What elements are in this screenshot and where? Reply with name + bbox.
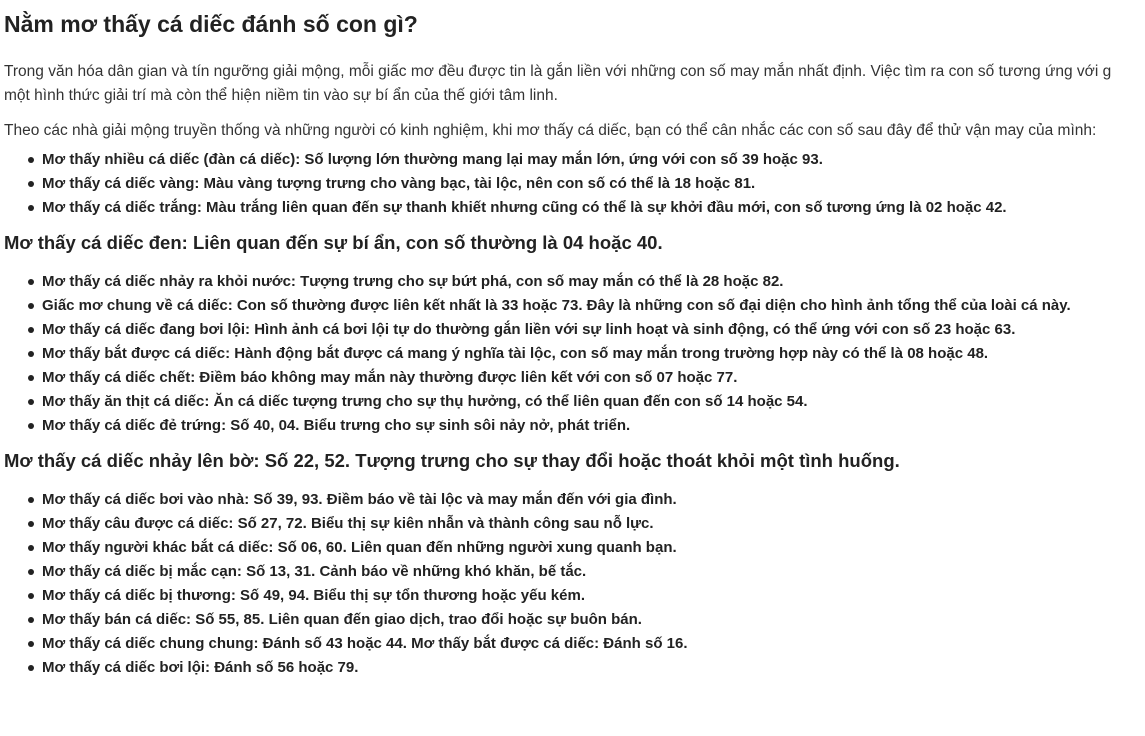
intro-line-2: một hình thức giải trí mà còn thể hiện niềm tin vào sự bí ẩn của thế giới tâm linh. bbox=[4, 87, 558, 104]
list-item: Mơ thấy cá diếc chung chung: Đánh số 43 hoặc 44. Mơ thấy bắt được cá diếc: Đánh số 16. bbox=[42, 632, 1145, 656]
intro-line-1: Trong văn hóa dân gian và tín ngưỡng giải mộng, mỗi giấc mơ đều được tin là gắn liền với những con số may mắn nhất định. Việc tìm ra con số tương ứng với g bbox=[4, 63, 1112, 80]
section-heading-jump-ashore: Mơ thấy cá diếc nhảy lên bờ: Số 22, 52. Tượng trưng cho sự thay đổi hoặc thoát khỏi một tình huống. bbox=[4, 450, 900, 471]
list-item: Mơ thấy cá diếc bị thương: Số 49, 94. Biểu thị sự tổn thương hoặc yếu kém. bbox=[42, 584, 1145, 608]
list-item: Mơ thấy cá diếc vàng: Màu vàng tượng trưng cho vàng bạc, tài lộc, nên con số có thể là 18 hoặc 81. bbox=[42, 172, 1145, 196]
list-item: Mơ thấy cá diếc đẻ trứng: Số 40, 04. Biểu trưng cho sự sinh sôi nảy nở, phát triển. bbox=[42, 414, 1145, 438]
list-item: Mơ thấy cá diếc chết: Điềm báo không may mắn này thường được liên kết với con số 07 hoặc 77. bbox=[42, 366, 1145, 390]
list-item: Mơ thấy cá diếc đang bơi lội: Hình ảnh cá bơi lội tự do thường gắn liền với sự linh hoạt và sinh động, có thể ứng với con số 23 hoặc 63. bbox=[42, 318, 1145, 342]
section-heading-black-fish: Mơ thấy cá diếc đen: Liên quan đến sự bí ẩn, con số thường là 04 hoặc 40. bbox=[4, 232, 663, 253]
list-item: Mơ thấy bắt được cá diếc: Hành động bắt được cá mang ý nghĩa tài lộc, con số may mắn trong trường hợp này có thể là 08 hoặc 48. bbox=[42, 342, 1145, 366]
list-item: Giấc mơ chung về cá diếc: Con số thường được liên kết nhất là 33 hoặc 73. Đây là những con số đại diện cho hình ảnh tổng thể của loài cá này. bbox=[42, 294, 1145, 318]
list-item: Mơ thấy ăn thịt cá diếc: Ăn cá diếc tượng trưng cho sự thụ hưởng, có thể liên quan đến con số 14 hoặc 54. bbox=[42, 390, 1145, 414]
article bbox=[4, 0, 1145, 680]
dream-list-1 bbox=[4, 148, 1145, 220]
list-item: Mơ thấy cá diếc trắng: Màu trắng liên quan đến sự thanh khiết nhưng cũng có thể là sự khởi đầu mới, con số tương ứng là 02 hoặc 42. bbox=[42, 196, 1145, 220]
list-item: Mơ thấy cá diếc bơi lội: Đánh số 56 hoặc 79. bbox=[42, 656, 1145, 680]
lead-paragraph: Theo các nhà giải mộng truyền thống và những người có kinh nghiệm, khi mơ thấy cá diếc, bạn có thể cân nhắc các con số sau đây để thử vận may của mình: bbox=[4, 122, 1097, 139]
list-item: Mơ thấy cá diếc bị mắc cạn: Số 13, 31. Cảnh báo về những khó khăn, bế tắc. bbox=[42, 560, 1145, 584]
list-item: Mơ thấy cá diếc nhảy ra khỏi nước: Tượng trưng cho sự bứt phá, con số may mắn có thể là 28 hoặc 82. bbox=[42, 270, 1145, 294]
list-item: Mơ thấy cá diếc bơi vào nhà: Số 39, 93. Điềm báo về tài lộc và may mắn đến với gia đình. bbox=[42, 488, 1145, 512]
list-item: Mơ thấy người khác bắt cá diếc: Số 06, 60. Liên quan đến những người xung quanh bạn. bbox=[42, 536, 1145, 560]
dream-list-3 bbox=[4, 488, 1145, 680]
article-title: Nằm mơ thấy cá diếc đánh số con gì? bbox=[4, 11, 418, 37]
list-item: Mơ thấy bán cá diếc: Số 55, 85. Liên quan đến giao dịch, trao đổi hoặc sự buôn bán. bbox=[42, 608, 1145, 632]
intro-paragraph bbox=[4, 60, 1145, 108]
list-item: Mơ thấy nhiều cá diếc (đàn cá diếc): Số lượng lớn thường mang lại may mắn lớn, ứng với con số 39 hoặc 93. bbox=[42, 148, 1145, 172]
list-item: Mơ thấy câu được cá diếc: Số 27, 72. Biểu thị sự kiên nhẫn và thành công sau nỗ lực. bbox=[42, 512, 1145, 536]
dream-list-2 bbox=[4, 270, 1145, 438]
